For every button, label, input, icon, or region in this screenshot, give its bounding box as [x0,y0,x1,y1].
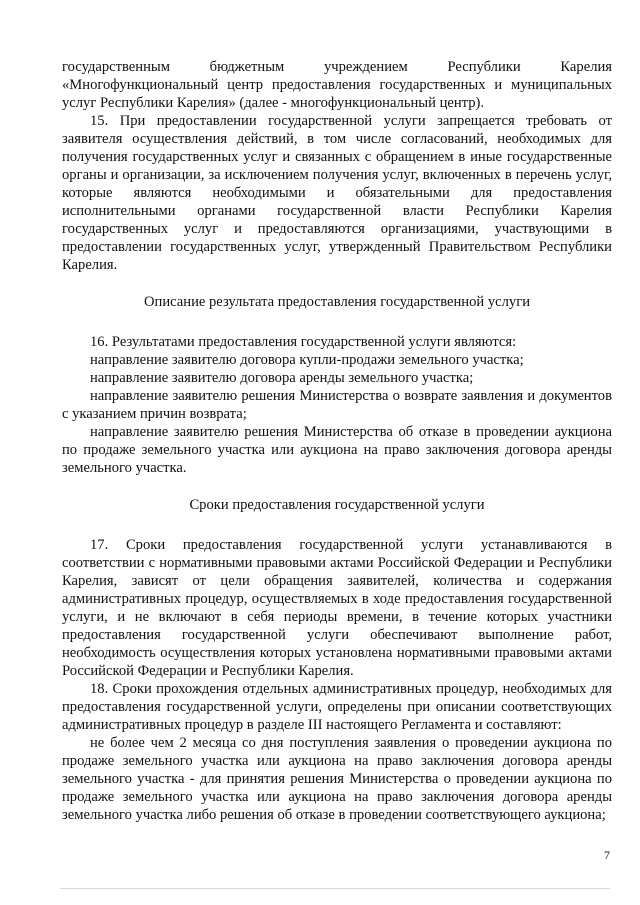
paragraph-16: 16. Результатами предоставления государственной услуги являются: [90,334,517,350]
page-number: 7 [604,848,610,862]
paragraph-17: 17. Сроки предоставления государственной услуги устанавливаются в соответствии с нормативными правовыми актами Российской Федерации и Республики Карелия, зависят от цели обращения заявителей, количества и содержания административных процедур, осуществляемых в ходе предоставления государственной услуги, и не включают в себя периоды времени, в течение которых участники предоставления государственной услуги обеспечивают выполнение работ, необходимость осуществления которых установлена нормативными правовыми актами Российской Федерации и Республики Карелия. [62,537,612,679]
section-heading-result: Описание результата предоставления государственной услуги [143,294,531,310]
section-heading-terms: Сроки предоставления государственной услуги [189,497,485,513]
result-item-purchase-contract: направление заявителю договора купли-продажи земельного участка; [90,352,524,368]
result-item-refusal-decision: направление заявителю решения Министерства об отказе в проведении аукциона по продаже земельного участка или аукциона на право заключения договора аренды земельного участка. [62,424,612,476]
scan-edge-line [60,888,610,889]
paragraph-18: 18. Сроки прохождения отдельных административных процедур, необходимых для предоставления государственной услуги, определены при описании соответствующих административных процедур в разделе III настоящего Регламента и составляют: [62,681,612,733]
page-body [62,58,612,824]
paragraph-continuation: государственным бюджетным учреждением Республики Карелия «Многофункциональный центр предоставления государственных и муниципальных услуг Республики Карелия» (далее - многофункциональный центр). [62,59,612,111]
term-item-two-months: не более чем 2 месяца со дня поступления заявления о проведении аукциона по продаже земельного участка или аукциона на право заключения договора аренды земельного участка - для принятия решения Министерства о проведении аукциона по продаже земельного участка или аукциона на право заключения договора аренды земельного участка либо решения об отказе в проведении соответствующего аукциона; [62,735,612,823]
result-item-lease-contract: направление заявителю договора аренды земельного участка; [90,370,474,386]
result-item-return-decision: направление заявителю решения Министерства о возврате заявления и документов с указанием причин возврата; [62,388,612,422]
paragraph-15: 15. При предоставлении государственной услуги запрещается требовать от заявителя осуществления действий, в том числе согласований, необходимых для получения государственных услуг и связанных с обращением в иные государственные органы и организации, за исключением получения услуг, включенных в перечень услуг, которые являются необходимыми и обязательными для предоставления исполнительными органами государственной власти Республики Карелия государственных услуг и предоставляются организациями, участвующими в предоставлении государственных услуг, утвержденный Правительством Республики Карелия. [62,113,612,273]
